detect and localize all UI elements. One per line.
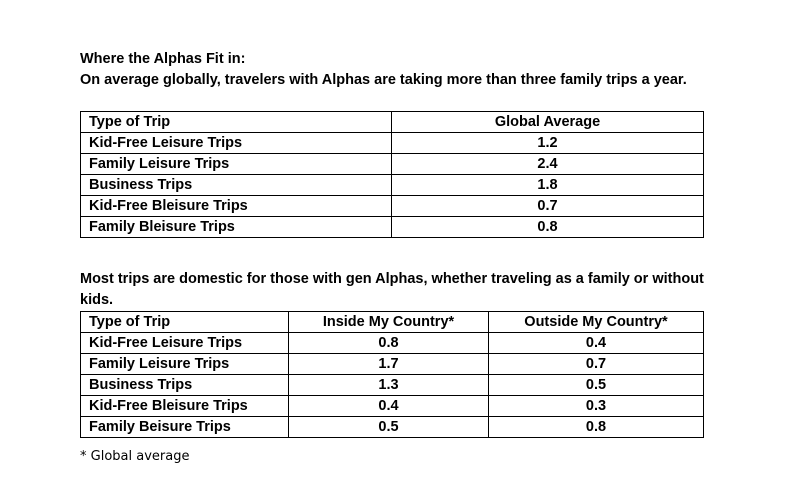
trip-type-cell: Family Beisure Trips	[81, 417, 289, 438]
value-cell: 0.8	[392, 217, 704, 238]
trip-type-cell: Family Leisure Trips	[81, 154, 392, 175]
trip-type-cell: Kid-Free Bleisure Trips	[81, 196, 392, 217]
column-header: Inside My Country*	[289, 312, 489, 333]
outside-country-cell: 0.4	[489, 333, 704, 354]
table-header-row	[81, 312, 704, 333]
trip-type-cell: Business Trips	[81, 375, 289, 396]
table-row	[81, 417, 704, 438]
trip-type-cell: Kid-Free Leisure Trips	[81, 133, 392, 154]
value-cell: 1.8	[392, 175, 704, 196]
table-row	[81, 354, 704, 375]
trip-type-cell: Family Bleisure Trips	[81, 217, 392, 238]
table-row	[81, 396, 704, 417]
table-row	[81, 333, 704, 354]
inside-country-cell: 1.7	[289, 354, 489, 375]
table-row	[81, 175, 704, 196]
value-cell: 2.4	[392, 154, 704, 175]
footnote: * Global average	[80, 449, 190, 464]
inside-country-cell: 1.3	[289, 375, 489, 396]
table-row	[81, 196, 704, 217]
inside-country-cell: 0.8	[289, 333, 489, 354]
column-header: Type of Trip	[81, 112, 392, 133]
section2-heading: Most trips are domestic for those with gen Alphas, whether traveling as a family or without kids.	[80, 271, 704, 308]
outside-country-cell: 0.7	[489, 354, 704, 375]
outside-country-cell: 0.3	[489, 396, 704, 417]
outside-country-cell: 0.8	[489, 417, 704, 438]
outside-country-cell: 0.5	[489, 375, 704, 396]
column-header: Outside My Country*	[489, 312, 704, 333]
trip-type-cell: Kid-Free Leisure Trips	[81, 333, 289, 354]
value-cell: 1.2	[392, 133, 704, 154]
section1-subtitle: On average globally, travelers with Alphas are taking more than three family trips a year.	[80, 72, 687, 88]
inside-country-cell: 0.4	[289, 396, 489, 417]
domestic-vs-international-table	[80, 311, 704, 438]
inside-country-cell: 0.5	[289, 417, 489, 438]
trip-type-cell: Business Trips	[81, 175, 392, 196]
table-row	[81, 217, 704, 238]
trip-type-cell: Family Leisure Trips	[81, 354, 289, 375]
table-row	[81, 375, 704, 396]
table-row	[81, 154, 704, 175]
section1-title: Where the Alphas Fit in:	[80, 51, 246, 67]
table-header-row	[81, 112, 704, 133]
trip-type-cell: Kid-Free Bleisure Trips	[81, 396, 289, 417]
table-row	[81, 133, 704, 154]
value-cell: 0.7	[392, 196, 704, 217]
section1-heading	[80, 49, 720, 91]
column-header: Global Average	[392, 112, 704, 133]
column-header: Type of Trip	[81, 312, 289, 333]
global-average-table	[80, 111, 704, 238]
